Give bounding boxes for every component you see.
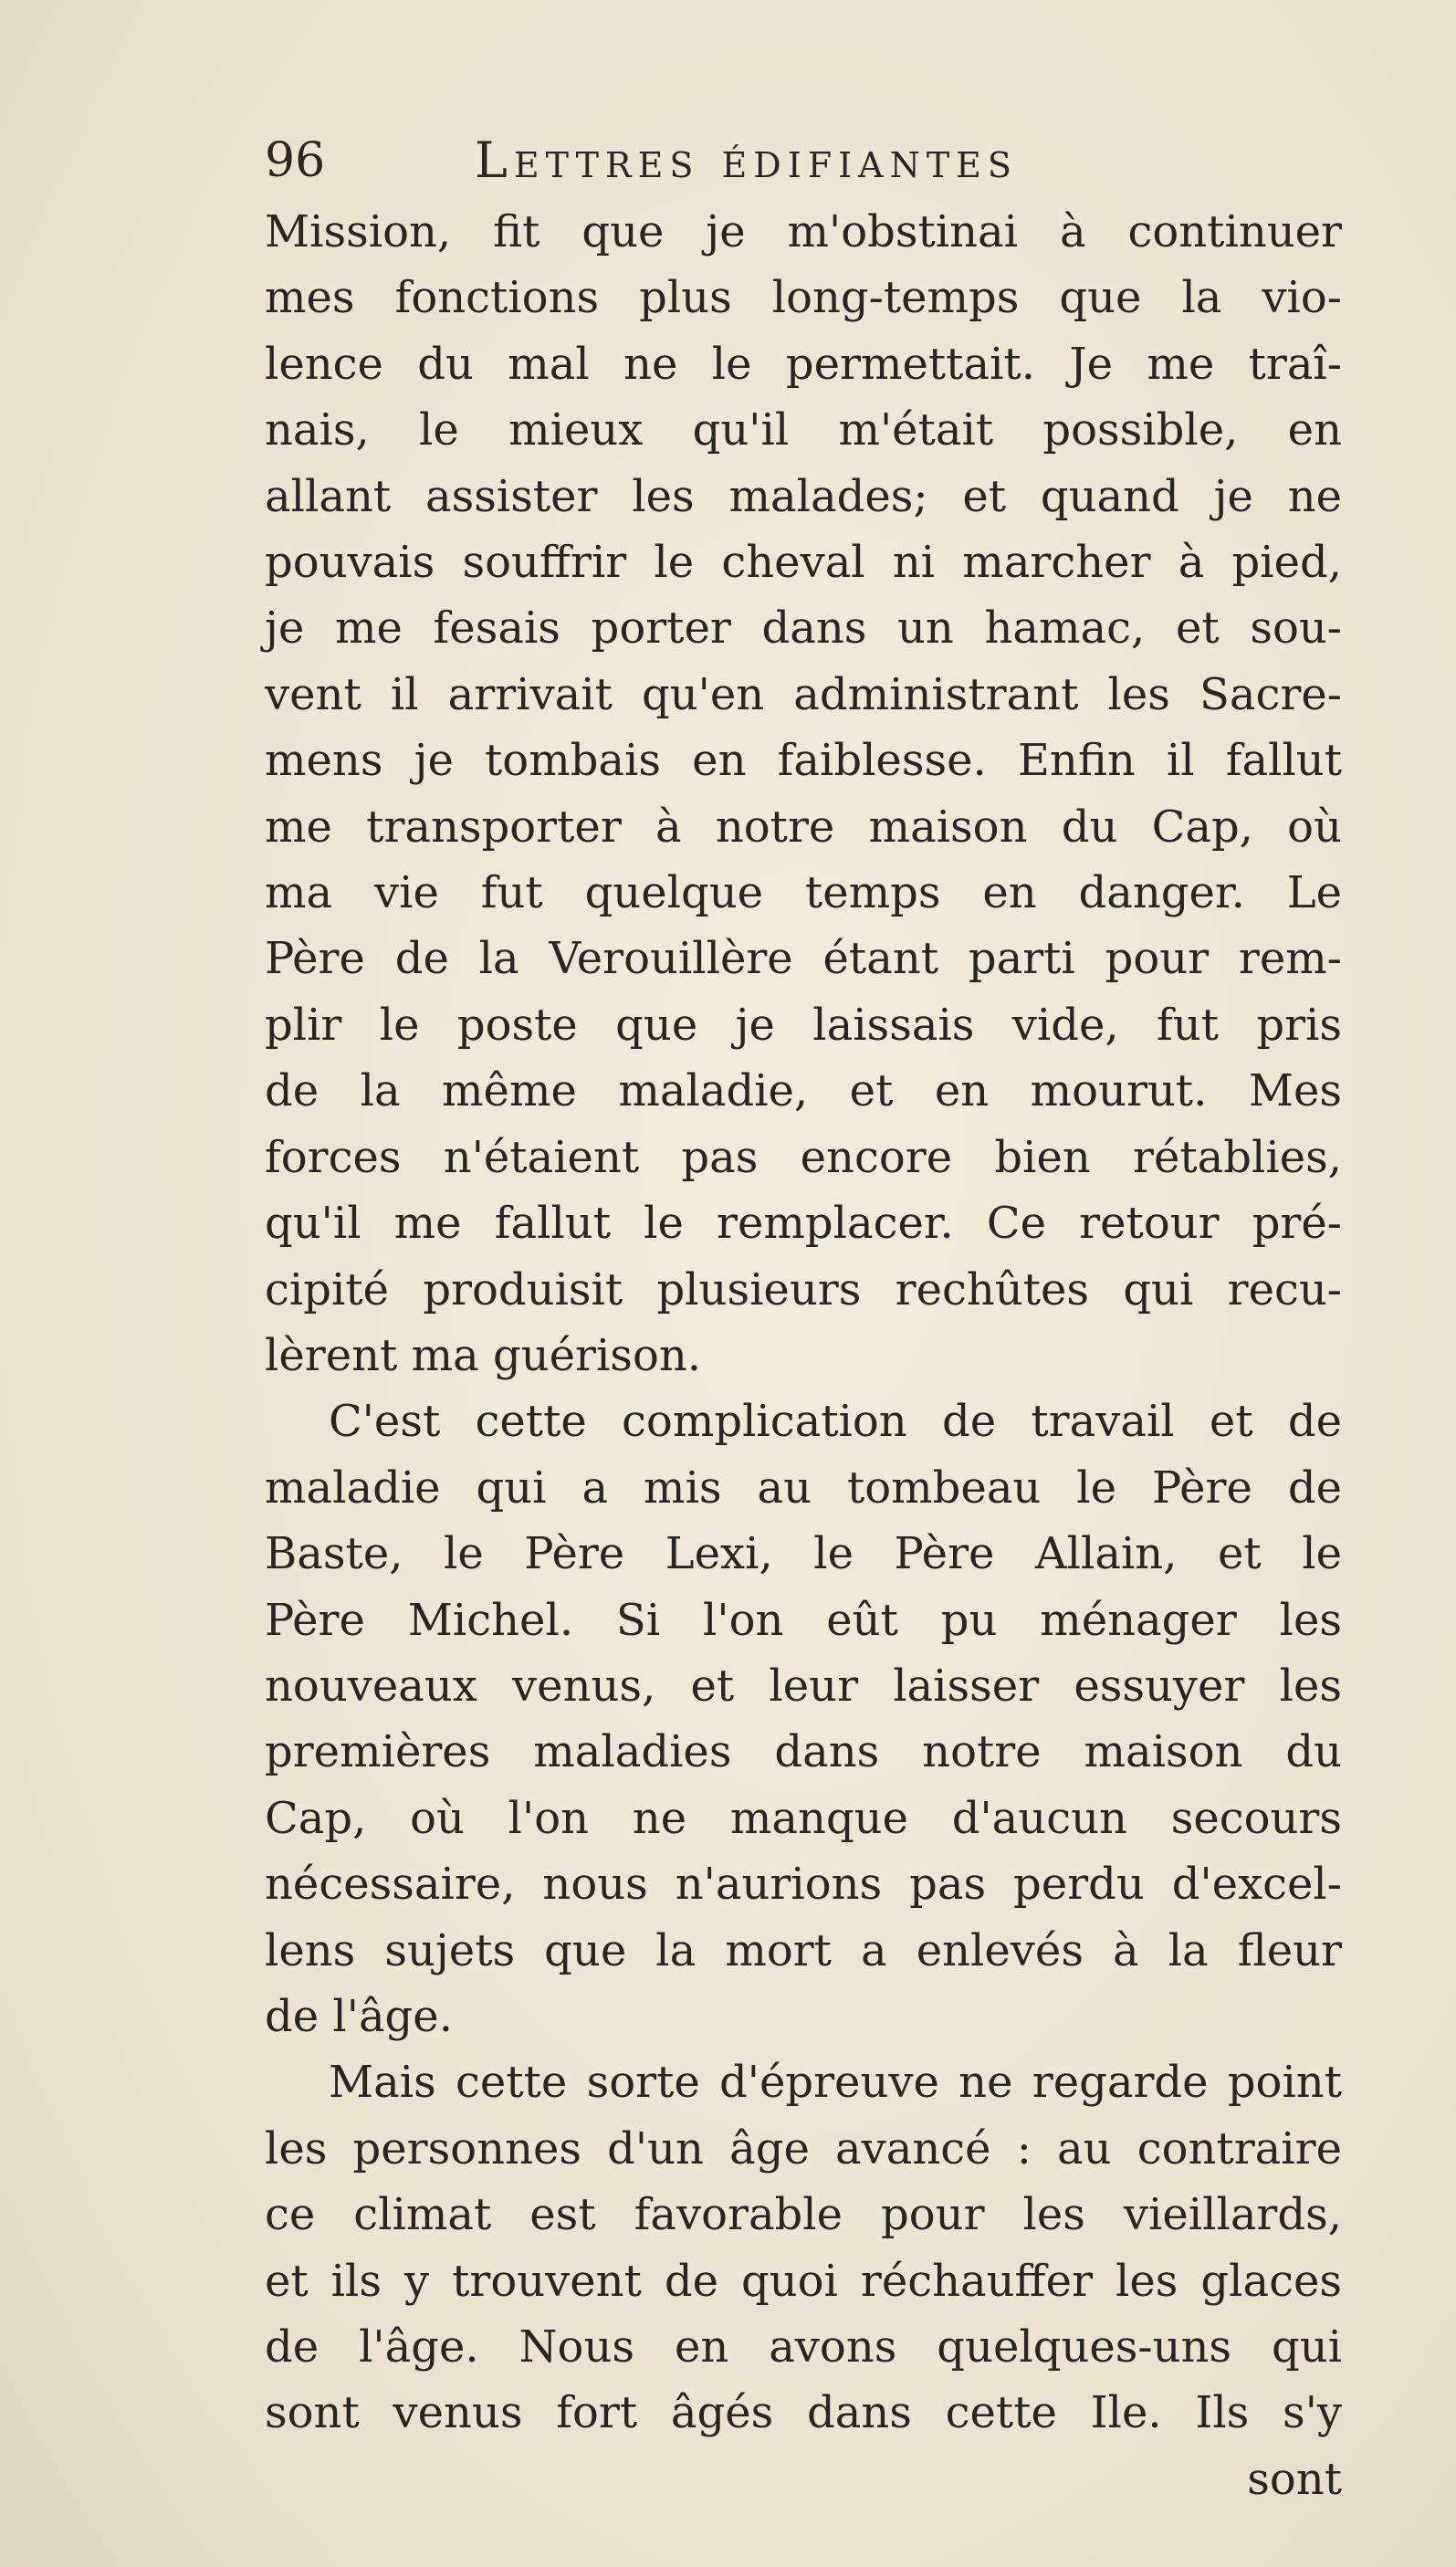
text-line: pouvais souffrir le cheval ni marcher à pied, (265, 537, 1342, 589)
page-number: 96 (265, 133, 326, 188)
text-line: de l'âge. Nous en avons quelques-uns qui (265, 2321, 1342, 2373)
paragraph-start-line: C'est cette complication de travail et de (329, 1396, 1342, 1448)
text-line: plir le poste que je laissais vide, fut pris (265, 999, 1342, 1051)
text-line: nais, le mieux qu'il m'était possible, en (265, 404, 1342, 456)
text-line: Mission, fit que je m'obstinai à continuer (265, 206, 1342, 257)
text-line: sont venus fort âgés dans cette Ile. Ils s'y (265, 2387, 1342, 2439)
text-line: nécessaire, nous n'aurions pas perdu d'excel- (265, 1859, 1342, 1911)
text-line: Père de la Verouillère étant parti pour rem- (265, 933, 1342, 985)
text-line: Baste, le Père Lexi, le Père Allain, et le (265, 1528, 1342, 1580)
text-line: qu'il me fallut le remplacer. Ce retour pré- (265, 1198, 1342, 1250)
text-line: me transporter à notre maison du Cap, où (265, 801, 1342, 853)
text-line: de l'âge. (265, 1990, 453, 2042)
text-line: mens je tombais en faiblesse. Enfin il fallut (265, 735, 1342, 787)
text-line: les personnes d'un âge avancé : au contraire (265, 2122, 1342, 2174)
text-line: vent il arrivait qu'en administrant les Sacre- (265, 668, 1342, 720)
text-line: et ils y trouvent de quoi réchauffer les glaces (265, 2255, 1342, 2307)
text-line: mes fonctions plus long-temps que la vio- (265, 272, 1342, 324)
text-line: nouveaux venus, et leur laisser essuyer les (265, 1660, 1342, 1712)
running-title: Lettres édifiantes (475, 131, 1018, 189)
page-header (265, 128, 1269, 201)
text-line: ma vie fut quelque temps en danger. Le (265, 867, 1342, 919)
text-line: allant assister les malades; et quand je ne (265, 470, 1342, 522)
text-line: premières maladies dans notre maison du (265, 1726, 1342, 1778)
text-line: maladie qui a mis au tombeau le Père de (265, 1462, 1342, 1514)
catchword: sont (1247, 2453, 1342, 2505)
text-line: de la même maladie, et en mourut. Mes (265, 1065, 1342, 1117)
text-line: cipité produisit plusieurs rechûtes qui recu- (265, 1263, 1342, 1315)
paragraph-start-line: Mais cette sorte d'épreuve ne regarde point (329, 2057, 1342, 2109)
text-line: lens sujets que la mort a enlevés à la fleur (265, 1924, 1342, 1976)
text-line: Cap, où l'on ne manque d'aucun secours (265, 1792, 1342, 1844)
text-line: lèrent ma guérison. (265, 1329, 702, 1381)
text-line: ce climat est favorable pour les vieillards, (265, 2189, 1342, 2241)
text-line: Père Michel. Si l'on eût pu ménager les (265, 1594, 1342, 1646)
text-line: lence du mal ne le permettait. Je me traî- (265, 338, 1342, 390)
body-text (265, 199, 1342, 2512)
text-line: je me fesais porter dans un hamac, et sou- (265, 602, 1342, 655)
text-line: forces n'étaient pas encore bien rétablies, (265, 1131, 1342, 1183)
